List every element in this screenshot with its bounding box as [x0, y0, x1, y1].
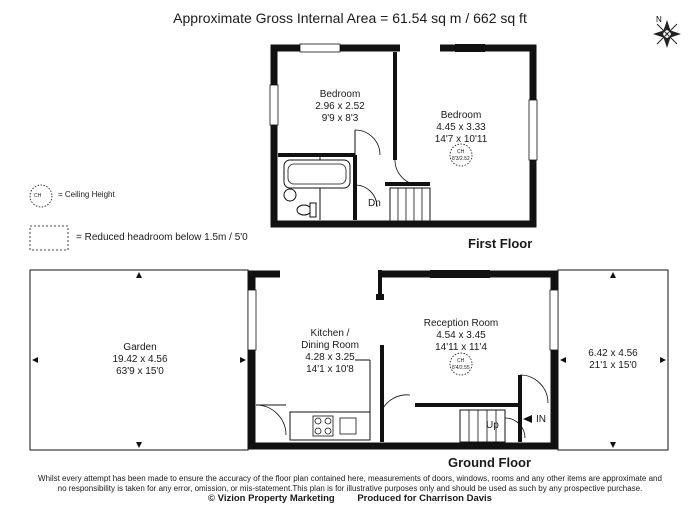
- room-name-line2: Dining Room: [301, 340, 359, 351]
- first-floor-label: First Floor: [468, 236, 533, 251]
- room-garden-right: [582, 348, 644, 372]
- room-metric: 4.54 x 3.45: [436, 330, 486, 341]
- room-garden-left: [100, 342, 180, 378]
- legend-ch-label: = Ceiling Height: [58, 190, 115, 199]
- page-title: Approximate Gross Internal Area = 61.54 sq m / 662 sq ft: [173, 10, 527, 26]
- room-bedroom-large: [420, 110, 502, 146]
- ch-symbol-first: CH: [457, 149, 465, 155]
- room-reception: [418, 318, 504, 354]
- room-metric: 4.45 x 3.33: [436, 122, 486, 133]
- room-name: Bedroom: [319, 89, 361, 100]
- disclaimer-line1: Whilst every attempt has been made to ensure the accuracy of the floor plan contained here, measurements of doors, windows, rooms and any other items are approximate and: [38, 474, 662, 483]
- room-metric: 19.42 x 4.56: [112, 354, 168, 365]
- room-kitchen-dining: [290, 328, 370, 376]
- room-imperial: 21'1 x 15'0: [589, 360, 637, 371]
- stairs-down-label: Dn: [368, 198, 381, 209]
- room-name-line1: Kitchen /: [310, 328, 350, 339]
- room-name: Reception Room: [423, 318, 499, 329]
- room-imperial: 63'9 x 15'0: [116, 366, 164, 377]
- credits: [0, 493, 700, 504]
- legend-ch-symbol: CH: [34, 193, 42, 199]
- ch-symbol-ground: CH: [457, 358, 465, 364]
- copyright-text: © Vizion Property Marketing: [208, 493, 335, 504]
- room-name: Garden: [123, 342, 157, 353]
- disclaimer-line2: no responsibility is taken for any error, omission, or mis-statement.This plan is for illustrative purposes only and should be used as such by any prospective purchase.: [57, 484, 643, 493]
- disclaimer: [0, 474, 700, 494]
- compass-n-label: N: [656, 15, 662, 24]
- entrance-label: IN: [536, 414, 546, 425]
- room-name: Bedroom: [440, 110, 482, 121]
- ch-value-first: 8'3/2.52: [452, 156, 470, 162]
- compass-icon: [653, 15, 681, 48]
- stairs-up-label: Up: [486, 420, 499, 431]
- produced-for-text: Produced for Charrison Davis: [357, 493, 492, 504]
- room-imperial: 14'11 x 11'4: [435, 342, 487, 353]
- legend-reduced-label: = Reduced headroom below 1.5m / 5'0: [76, 232, 248, 243]
- room-bedroom-small: [300, 89, 380, 125]
- ch-value-ground: 8'4/2.55: [452, 365, 470, 371]
- room-metric: 2.96 x 2.52: [315, 101, 365, 112]
- room-metric: 6.42 x 4.56: [588, 348, 638, 359]
- ground-floor-label: Ground Floor: [448, 455, 532, 470]
- room-imperial: 14'7 x 10'11: [434, 134, 488, 145]
- room-imperial: 9'9 x 8'3: [321, 113, 359, 124]
- room-metric: 4.28 x 3.25: [305, 352, 355, 363]
- room-imperial: 14'1 x 10'8: [306, 364, 354, 375]
